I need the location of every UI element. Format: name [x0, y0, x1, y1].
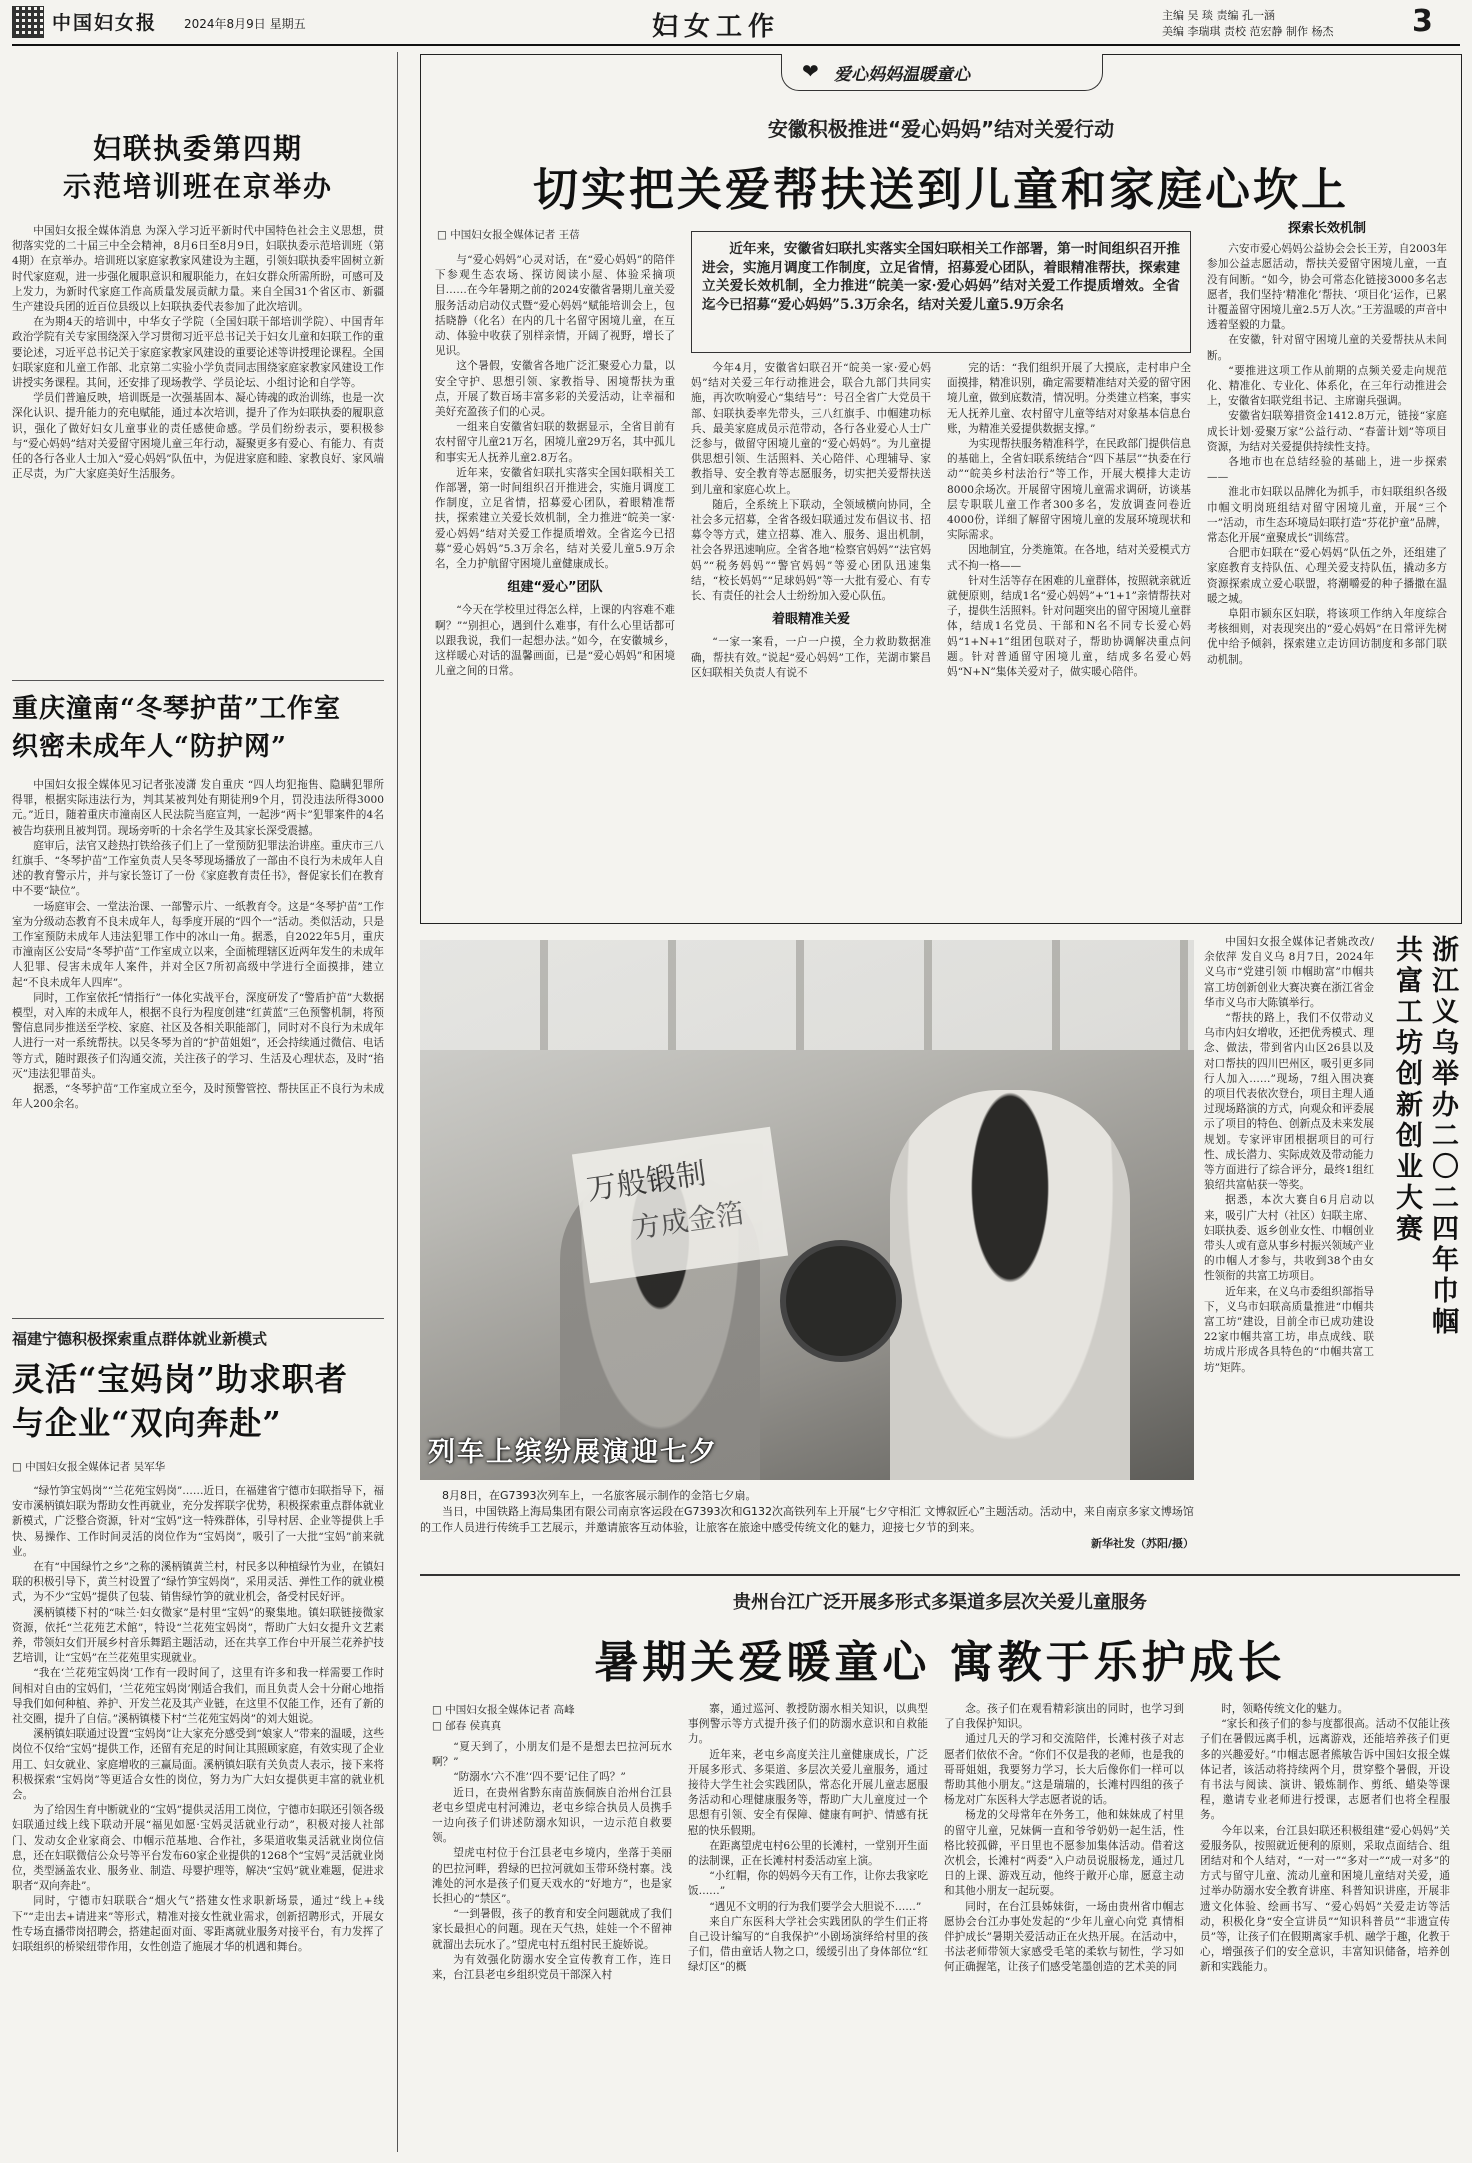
newspaper-logo: 中国妇女报	[52, 12, 158, 34]
qr-code-icon	[12, 6, 44, 38]
paragraph: 为实现帮扶服务精准科学，在民政部门提供信息的基础上，全省妇联系统结合“四下基层”“执委在行动”“皖美乡村法治行”等工作，开展大模排大走访8000余场次。开展留守困境儿童需求调研，访谈基层专职联儿童工作者300多名，发放调查问卷近4000份，详细了解留守困境儿童的发展环境现状和实际需求。	[947, 438, 1191, 542]
headline: 暑期关爱暖童心 寓教于乐护成长	[594, 1637, 1286, 1688]
section-title: 妇女工作	[652, 12, 781, 42]
paragraph: 在距离望虎屯村6公里的长滩村，一堂别开生面的法制课，正在长滩村村委活动室上演。	[688, 1839, 928, 1868]
paragraph: 今年4月，安徽省妇联召开“皖美一家·爱心妈妈”结对关爱三年行动推进会，联合九部门共同实施，再次吹响爱心“集结号”：号召全省广大党员干部、妇联执委率先带头，三八红旗手、巾帼建功标兵、最美家庭成员示范带动，各行各业爱心人士广泛参与，做留守困境儿童的“爱心妈妈”。为儿童提供思想引领、生活照料、关心陪伴、心理辅导、家教指导、安全教育等志愿服务，切实把关爱帮扶送到儿童和家庭心坎上。	[691, 362, 931, 496]
subhead: 着眼精准关爱	[771, 612, 850, 628]
heart-hands-icon: ❤	[802, 59, 819, 83]
paragraph: 据悉，本次大赛自6月启动以来，吸引广大村（社区）妇联主席、妇联执委、返乡创业女性、巾帼创业带头人或有意从事乡村振兴领域产业的巾帼人才参与，共收到38个由女性领衔的共富工坊项目。	[1204, 1194, 1374, 1283]
paragraph: 因地制宜，分类施策。在各地，结对关爱模式方式不拘一格——	[947, 544, 1191, 572]
kicker: 福建宁德积极探索重点群体就业新模式	[12, 1330, 268, 1348]
paragraph: “一家一案看，一户一户摸，全力救助数据准确，帮扶有效。”说起“爱心妈妈”工作，芜湖市繁昌区妇联相关负责人有说不	[691, 636, 931, 679]
byline-1: □ 中国妇女报全媒体记者 高峰	[432, 1704, 575, 1716]
feature-box	[420, 54, 1462, 924]
paragraph: 在为期4天的培训中，中华女子学院（全国妇联干部培训学院）、中国青年政治学院有关专家围绕深入学习贯彻习近平总书记关于妇女儿童和妇联工作的重要论述，习近平总书记关于家庭家教家风建设的重要论述等讲授理论课程。全国妇联家庭和儿童工作部、北京第二实验小学负责同志围绕家庭家教家风建设工作讲授实务课程。其间，还安排了现场教学、学员论坛、小组讨论和自学等。	[12, 316, 384, 390]
paragraph: 各地市也在总结经验的基础上，进一步探索——	[1207, 456, 1447, 484]
paragraph: 淮北市妇联以品牌化为抓手，市妇联组织各级巾帼文明岗班组结对留守困境儿童，开展“三个一”活动，市生态环境局妇联打造“芬花护童”品牌，常态化开展“童聚成长”训练营。	[1207, 486, 1447, 545]
sign-text-1: 万般锻制	[584, 1156, 709, 1208]
photo-overlay-title: 列车上缤纷展演迎七夕	[428, 1437, 718, 1468]
byline: □ 中国妇女报全媒体记者 吴军华	[12, 1461, 166, 1473]
art5-col-2	[688, 1702, 928, 2144]
paragraph: 合肥市妇联在“爱心妈妈”队伍之外，还组建了家庭教育支持队伍、心理关爱支持队伍，撬动多方资源探索成立爱心联盟，将潮嚼爱的种子播撒在温暖之城。	[1207, 547, 1447, 605]
top-border	[420, 1574, 1460, 1576]
paragraph: 溪柄镇楼下村的“味兰·妇女微家”是村里“宝妈”的聚集地。镇妇联链接微家资源，依托“兰花苑艺术館”，特设“兰花苑宝妈岗”，帮助广大妇女提升文艺素养，带领妇女们开展乡村音乐舞蹈主题活动，还在共享工作台中开展兰花养护技艺培训，让“宝妈”在兰花苑里实现就业。	[12, 1606, 384, 1665]
paragraph: 据悉，“冬琴护苗”工作室成立至今，及时预警管控、帮扶匡正不良行为未成年人200余名。	[12, 1083, 384, 1111]
article-body	[12, 224, 384, 694]
paragraph: 溪柄镇妇联通过设置“宝妈岗”让大家充分感受到“娘家人”带来的温暖，这些岗位不仅给“宝妈”提供工作，还留有充足的时间让其照顾家庭，有效实现了企业用工、妇女就业、家庭增收的三赢局面。溪柄镇妇联有关负责人表示，接下来将积极探索“宝妈岗”等更适合女性的岗位，努力为广大妇女提供更丰富的就业机会。	[12, 1728, 384, 1802]
banner	[781, 54, 1103, 91]
headline-line-1: 重庆潼南“冬琴护苗”工作室	[12, 694, 341, 724]
paragraph: “家长和孩子们的参与度都很高。活动不仅能让孩子们在暑假远离手机，远离游戏，还能培养孩子们更多的兴趣爱好。”巾帼志愿者熊敏告诉中国妇女报全媒体记者，该活动将持续两个月，贯穿整个暑假，开设有书法与阅读、演讲、锻炼制作、剪纸、蜡染等课程，邀请专业老师进行授课，志愿者们也将全程服务。	[1200, 1718, 1450, 1822]
paragraph: 这个暑假，安徽省各地广泛汇聚爱心力量，以安全守护、思想引领、家教指导、困境帮扶为重点，开展了数百场丰富多彩的关爱活动，让幸福和美好充盈孩子们的心灵。	[435, 360, 675, 419]
paragraph: 近年来，安徽省妇联扎实落实全国妇联相关工作部署，第一时间组织召开推进会，实施月调度工作制度，立足省情，招募爱心团队，着眼精准帮扶，探索建立关爱长效机制，全力推进“皖美一家·爱心妈妈”结对关爱工作提质增效。全省迄今已招募“爱心妈妈”5.3万余名，结对关爱儿童5.9万余名，全力护航留守困境儿童健康成长。	[435, 466, 675, 571]
paragraph: 安徽省妇联筹措资金1412.8万元，链接“家庭成长计划·爱聚万家”公益行动、“春蕾计划”等项目资源，为结对关爱提供持续性支持。	[1207, 410, 1447, 453]
paragraph: 同时，在台江县姊妹街，一场由贵州省巾帼志愿协会台江办事处发起的“少年儿童心向党 真情相伴护成长”暑期关爱活动正在火热开展。在活动中，书法老师带领大家感受毛笔的柔软与韧性，学习如何正确握笔，让孩子们感受笔墨创造的艺术美的同	[944, 1900, 1184, 1974]
paragraph: “绿竹笋宝妈岗”“兰花苑宝妈岗”……近日，在福建省宁德市妇联指导下，福安市溪柄镇妇联为帮助女性再就业，充分发挥联字优势，积极探索重点群体就业新模式，广泛整合资源，针对“宝妈”这一特殊群体，引导村居、企业等提供上手快、易操作、工作时间灵活的岗位作为“宝妈岗”，吸引了一大批“宝妈”前来就业。	[12, 1485, 384, 1558]
article-chongqing-studio	[12, 690, 384, 1283]
issue-date: 2024年8月9日 星期五	[184, 17, 306, 31]
paragraph: 近年来，在义乌市委组织部指导下，义乌市妇联高质量推进“巾帼共富工坊”建设，目前全市已成功建设22家巾帼共富工坊，串点成线、联坊成片形成各具特色的“巾帼共富工坊”矩阵。	[1204, 1285, 1374, 1374]
paragraph: “夏天到了，小朋友们是不是想去巴拉河玩水啊？”	[432, 1741, 672, 1769]
kicker: 安徽积极推进“爱心妈妈”结对关爱行动	[767, 117, 1115, 141]
paragraph: 通过几天的学习和交流陪伴，长滩村孩子对志愿者们依依不舍。“你们不仅是我的老师，也是我的哥哥姐姐，我要努力学习，长大后像你们一样可以帮助其他小朋友。”这是瑞瑞的，长滩村四组的孩子杨龙对广东医科大学志愿者说的话。	[944, 1733, 1184, 1807]
kicker: 贵州台江广泛开展多形式多渠道多层次关爱儿童服务	[733, 1592, 1147, 1613]
editors-line-1: 主编 吴 琰 责编 孔一涵	[1162, 9, 1275, 22]
paragraph: “要推进这项工作从前期的点频关爱走向规范化、精准化、专业化、体系化，在三年行动推进会上，安徽省妇联党组书记、主席谢兵强调。	[1207, 364, 1447, 408]
paragraph: 随后，全系统上下联动，全领域横向协同，全社会多元招募，全省各级妇联通过发布倡议书、招募令等方式，建立招募、准入、服务、退出机制，社会各界迅速响应。全省各地“检察官妈妈”“法官妈妈”“税务妈妈”“警官妈妈”等爱心团队迅速集结，“校长妈妈”“足球妈妈”等一大批有爱心、有专长、有责任的社会人士纷纷加入爱心队伍。	[691, 498, 931, 603]
headline-line-1: 妇联执委第四期	[92, 132, 303, 165]
article-taijiang-summer	[420, 1574, 1460, 2154]
paragraph: 在安徽，针对留守困境儿童的关爱帮扶从未间断。	[1207, 334, 1447, 362]
paragraph: “今天在学校里过得怎么样，上课的内容难不难啊？”“别担心，遇到什么难事，有什么心里话都可以跟我说，我们一起想办法。”如今，在安徽城乡，这样暖心对话的温馨画面，已是“爱心妈妈”和困境儿童之间的日常。	[435, 604, 675, 678]
page-number: 3	[1412, 4, 1433, 39]
paragraph: 杨龙的父母常年在外务工，他和妹妹成了村里的留守儿童，兄妹俩一直和爷爷奶奶一起生活，性格比较孤僻，平日里也不愿参加集体活动。借着这次机会，长滩村“两委”入户动员说服杨龙，通过几日的上课、游戏互动，他终于敞开心扉，愿意主动和其他小朋友一起玩耍。	[944, 1809, 1184, 1898]
paragraph: “遇见不文明的行为我们要学会大胆说不……”	[709, 1900, 922, 1913]
subhead: 探索长效机制	[1287, 221, 1366, 236]
paragraph: 庭审后，法官又趁热打铁给孩子们上了一堂预防犯罪法治讲座。重庆市三八红旗手、“冬琴护苗”工作室负责人吴冬琴现场播放了一部由不良行为未成年人自述的教育警示片，并与家长签订了一份《家庭教育责任书》，督促家长们在教育中不要“缺位”。	[12, 839, 384, 898]
headline-line-2: 示范培训班在京举办	[62, 170, 333, 203]
paragraph: 同时，宁德市妇联联合“烟火气”搭建女性求职新场景，通过“线上+线下”“走出去+请进来”等形式，精准对接女性就业需求，创新招聘形式，开展女性专场直播带岗招聘会，搭建起面对面、零距离就业服务对接平台，有力发挥了妇联组织的桥梁纽带作用，女性创造了施展才华的机遇和舞台。	[12, 1895, 384, 1954]
paragraph: 今年以来，台江县妇联还积极组建“爱心妈妈”关爱服务队，按照就近便利的原则，采取点面结合、组团结对和个人结对，“一对一”“多对一”“成一对多”的方式与留守儿童、流动儿童和困境儿童结对关爱，通过举办防溺水安全教育讲座、科普知识讲座，开展非遗文化体验、绘画书写、“爱心妈妈”关爱走访等活动，积极化身“安全宣讲员”“知识科普员”“非遗宣传员”等，让孩子们在假期离家手机、融学于趣，化教于心，增强孩子们的安全意识，丰富知识储备，培养创新和实践能力。	[1200, 1824, 1450, 1974]
paragraph: 中国妇女报全媒体见习记者张凌潇 发自重庆 “四人均犯拖售、隐瞒犯罪所得罪，根据实际违法行为，判其某被判处有期徒刑9个月，罚没违法所得3000元。”近日，随着重庆市潼南区人民法院当庭宣判，一起涉“两卡”犯罪案件的4名被告均获刑且被判罚。现场旁听的十余名学生及其家长深受震撼。	[12, 779, 384, 837]
paragraph: 与“爱心妈妈”心灵对话，在“爱心妈妈”的陪伴下参观生态农场、探访阅读小屋、体验采摘项目……在今年暑期之前的2024安徽省暑期儿童关爱服务活动启动仪式暨“爱心妈妈”赋能培训会上，包括晓静（化名）在内的几十名留守困境儿童，在互动、体验中收获了别样亲情，开阔了视野，增长了见识。	[435, 254, 675, 358]
vertical-headline: 浙江义乌举办二〇二四年巾帼共富工坊创新创业大赛	[1391, 935, 1458, 1338]
paragraph: “一到暑假，孩子的教育和安全问题就成了我们家长最担心的问题。现在天气热，娃娃一个不留神就溜出去玩水了。”望虎屯村五组村民王旋娇说。	[432, 1908, 672, 1951]
art5-col-3	[944, 1702, 1184, 2144]
feature-col-2	[691, 361, 931, 913]
article-body	[12, 1484, 384, 2139]
paragraph: “防溺水‘六不准’‘四不要’记住了吗？”	[453, 1771, 626, 1784]
subhead: 组建“爱心”团队	[507, 580, 603, 596]
photo-caption	[420, 1488, 1194, 1552]
article-women-fed-training	[12, 130, 384, 694]
caption-body: 当日，中国铁路上海局集团有限公司南京客运段在G7393次和G132次高铁列车上开展“七夕守相汇 文博叙匠心”主题活动。活动中，来自南京多家文博场馆的工作人员进行传统手工艺展示，并邀请旅客互动体验，让旅客在旅途中感受传统文化的魅力，迎接七夕节的到来。	[420, 1505, 1194, 1534]
paragraph: 近年来，老屯乡高度关注儿童健康成长，广泛开展多形式、多渠道、多层次关爱儿童服务，通过接待大学生社会实践团队，常态化开展儿童志愿服务活动和心理健康服务等，帮助广大儿童度过一个思想有引领、安全有保障、健康有呵护、情感有抚慰的快乐假期。	[688, 1748, 928, 1837]
paragraph: 学员们普遍反映，培训既是一次强基固本、凝心铸魂的政治训练，也是一次深化认识、提升能力的充电赋能，通过本次培训，提升了作为妇联执委的履职意识，强化了做好妇女儿童事业的责任感使命感。学员们纷纷表示，要积极参与“爱心妈妈”结对关爱留守困境儿童三年行动，凝聚更多有爱心、有能力、有责任的各行各业人士加入“爱心妈妈”队伍中，为促进家庭和睦、家教良好、家风端正尽责，为广大家庭美好生活服务。	[12, 392, 384, 481]
article-body	[1204, 935, 1374, 1545]
paragraph: 来自广东医科大学社会实践团队的学生们正将自己设计编写的“自我保护”小剧场演绎给村里的孩子们，借由童话人物之口，缓缓引出了身体部位“红绿灯区”的概	[688, 1915, 928, 1974]
paragraph: 同时，工作室依托“情指行”一体化实战平台，深度研发了“警盾护苗”大数据模型，对入库的未成年人，根据不良行为程度创建“红黄蓝”三色预警机制，将预警信息同步推送至学校、家庭、社区及各相关职能部门，同时对不良行为未成年人进行一对一系统帮扶。以吴冬琴为首的“护苗姐姐”，还会持续通过微信、电话等方式，随时跟孩子们沟通交流，关注孩子的学习、生活及心理状态，及时“掐灭”违法犯罪苗头。	[12, 991, 384, 1080]
paragraph: 时，领略传统文化的魅力。	[1221, 1703, 1349, 1715]
article-ningde-mom-jobs	[12, 1328, 384, 2139]
lead-box	[691, 231, 1191, 353]
caption-line-1: 8月8日，在G7393次列车上，一名旅客展示制作的金箔七夕扇。	[442, 1489, 757, 1502]
article-body	[12, 778, 384, 1283]
sign-text-2: 方成金箔	[630, 1196, 747, 1245]
art5-col-4	[1200, 1702, 1450, 2144]
paragraph: 念。孩子们在观看精彩演出的同时，也学习到了自我保护知识。	[944, 1703, 1184, 1731]
headline-line-2: 织密未成年人“防护网”	[12, 732, 287, 762]
feature-col-4	[1207, 221, 1447, 913]
paragraph: 寨，通过巡河、教授防溺水相关知识，以典型事例警示等方式提升孩子们的防溺水意识和自救能力。	[688, 1703, 928, 1746]
paragraph: 为有效强化防溺水安全宣传教育工作，连日来，台江县老屯乡组织党员干部深入村	[432, 1953, 672, 1982]
art5-col-1	[432, 1740, 672, 2144]
lead-text: 近年来，安徽省妇联扎实落实全国妇联相关工作部署，第一时间组织召开推进会，实施月调度工作制度，立足省情，招募爱心团队，着眼精准帮扶，探索建立关爱长效机制，全力推进“皖美一家·爱心妈妈”结对关爱工作提质增效。全省迄今已招募“爱心妈妈”5.3万余名，结对关爱儿童5.9万余名	[702, 241, 1180, 313]
byline: □ 中国妇女报全媒体记者 王蓓	[437, 229, 580, 241]
headline-line-1: 灵活“宝妈岗”助求职者	[12, 1360, 348, 1398]
article-yiwu-contest	[1204, 935, 1460, 1555]
paragraph: 望虎屯村位于台江县老屯乡境内，坐落于美丽的巴拉河畔，碧绿的巴拉河就如玉带环绕村寨。浅滩处的河水是孩子们夏天戏水的“好地方”，也是家长担心的“禁区”。	[432, 1847, 672, 1906]
byline-2: □ 邰春 侯真真	[432, 1720, 502, 1732]
paragraph: 在有“中国绿竹之乡”之称的溪柄镇黄兰村，村民多以种植绿竹为业，在镇妇联的积极引导下，黄兰村设置了“绿竹笋宝妈岗”，采用灵活、弹性工作的就业模式，为不少“宝妈”提供了包装、销售绿竹笋的就业机会，备受村民好评。	[12, 1561, 384, 1604]
paragraph: 完的话：“我们组织开展了大摸底，走村串户全面摸排，精准识别，确定需要精准结对关爱的留守困境儿童，做到底数清，情况明。分类建立档案，事实无人抚养儿童、农村留守儿童等结对对象基本信息台账，为精准关爱提供数据支撑。”	[947, 362, 1191, 435]
woman-figure	[890, 1090, 1130, 1480]
paragraph: 阜阳市颍东区妇联，将该项工作纳入年度综合考核细则，对表现突出的“爱心妈妈”在日常评先树优中给予倾斜，探索建立走访回访制度和多部门联动机制。	[1207, 608, 1447, 666]
paragraph: 为了给因生育中断就业的“宝妈”提供灵活用工岗位，宁德市妇联还引领各级妇联通过线上线下联动开展“福见如愿·宝妈灵活就业行动”，积极对接人社部门、发动女企业家商会、巾帼示范基地、合作社，多渠道收集灵活就业岗位信息，还在妇联微信公众号等平台发布60家企业提供的1268个“宝妈”灵活就业岗位，类型涵盖农业、服务业、制造、母婴护理等，解决“宝妈”就业难题，促进求职者“双向奔赴”。	[12, 1804, 384, 1893]
feature-col-1	[435, 253, 675, 913]
sign-board	[572, 1127, 788, 1284]
feature-col-3	[947, 361, 1191, 913]
banner-text: 爱心妈妈温暖童心	[834, 65, 970, 85]
paragraph: 一场庭审会、一堂法治课、一部警示片、一纸教育令。这是“冬琴护苗”工作室为分级动态教育不良未成年人，每季度开展的“四个一”活动。类似活动，只是工作室预防未成年人违法犯罪工作中的冰山一角。据悉，自2022年5月，重庆市潼南区公安局“冬琴护苗”工作室成立以来，全面梳理辖区近两年发生的未成年人犯罪、侵害未成年人案件，并对全区7所初高级中学进行全面摸排，建立起“不良未成年人四库”。	[12, 900, 384, 989]
news-photo	[420, 940, 1194, 1480]
paragraph: 针对生活等存在困难的儿童群体，按照就亲就近就便原则，结成1名“爱心妈妈”+“1+1”亲情帮扶对子，提供生活照料。针对问题突出的留守困境儿童群体，结成1名党员、干部和N名不同专长爱心妈妈“1+N+1”组团包联对子，帮助协调解决重点问题。针对普通留守困境儿童，结成多名爱心妈妈“N+N”集体关爱对子，做实暖心陪伴。	[947, 574, 1191, 679]
paragraph: 近日，在贵州省黔东南苗族侗族自治州台江县老屯乡望虎屯村河滩边，老屯乡综合执员人员携手一边向孩子们讲述防溺水知识，一边示范自救要领。	[432, 1786, 672, 1845]
paragraph: 中国妇女报全媒体消息 为深入学习近平新时代中国特色社会主义思想，贯彻落实党的二十届三中全会精神，8月6日至8月9日，妇联执委示范培训班（第4期）在京举办。培训班以家庭家教家风建设为主题，引领妇联执委牢固树立新时代家庭观，进一步强化履职意识和履职能力，在妇女群众所需所盼，可感可及上发力，为新时代家庭工作高质量发展贡献力量。来自全国31个省区市、新疆生产建设兵团的近百位县级以上妇联执委代表参加了此次培训。	[12, 225, 384, 314]
paragraph: “帮扶的路上，我们不仅带动义乌市内妇女增收，还把优秀模式、理念、做法，带到省内山区26县以及对口帮扶的四川巴州区，吸引更多同行人加入……”现场，7组入围决赛的项目代表依次登台，项目主理人通过现场路演的方式，向观众和评委展示了项目的特色、创新点及未来发展规划。专家评审团根据项目的可行性、成长潜力、实际成效及带动能力等方面进行了综合评分，最终1组红狼绍共富帖获一等奖。	[1204, 1012, 1374, 1192]
photo-credit: 新华社发（苏阳/摄）	[1090, 1537, 1194, 1550]
editors-line-2: 美编 李瑞琪 责校 范宏静 制作 杨杰	[1162, 25, 1334, 38]
masthead	[12, 6, 1460, 40]
fan	[780, 1240, 902, 1362]
headline: 切实把关爱帮扶送到儿童和家庭心坎上	[532, 163, 1349, 216]
headline-line-2: 与企业“双向奔赴”	[12, 1404, 282, 1442]
paragraph: 中国妇女报全媒体记者姚改改/余依萍 发自义乌 8月7日，2024年义乌市“党建引领 巾帼助富”巾帼共富工坊创新创业大赛决赛在浙江省金华市义乌市大陈镇举行。	[1204, 936, 1374, 1009]
paragraph: “我在‘兰花苑宝妈岗’工作有一段时间了，这里有许多和我一样需要工作时间相对自由的宝妈们，‘兰花苑宝妈岗’刚适合我们，而且负责人会十分耐心地指导我们如何种植、养护、开发兰花及其产业链，在这里不仅能工作，还有了新的社交圈，提升了自信。”溪柄镇楼下村“兰花苑宝妈岗”的刘大姐说。	[12, 1667, 384, 1726]
paragraph: 一组来自安徽省妇联的数据显示，全省目前有农村留守儿童21万名，困境儿童29万名，其中孤儿和事实无人抚养儿童2.8万名。	[435, 421, 675, 464]
paragraph: 六安市爱心妈妈公益协会会长王芳，自2003年参加公益志愿活动，帮扶关爱留守困境儿童，一直没有间断。“如今，协会可常态化链接3000多名志愿者，我们坚持‘精准化’帮扶、‘项目化’运作，已累计覆盖留守困境儿童2.5万人次。”王芳温暖的声音中透着坚毅的力量。	[1207, 243, 1447, 332]
paragraph: “小红帽，你的妈妈今天有工作，让你去我家吃饭……”	[688, 1870, 928, 1898]
train-windows	[420, 940, 1194, 1050]
